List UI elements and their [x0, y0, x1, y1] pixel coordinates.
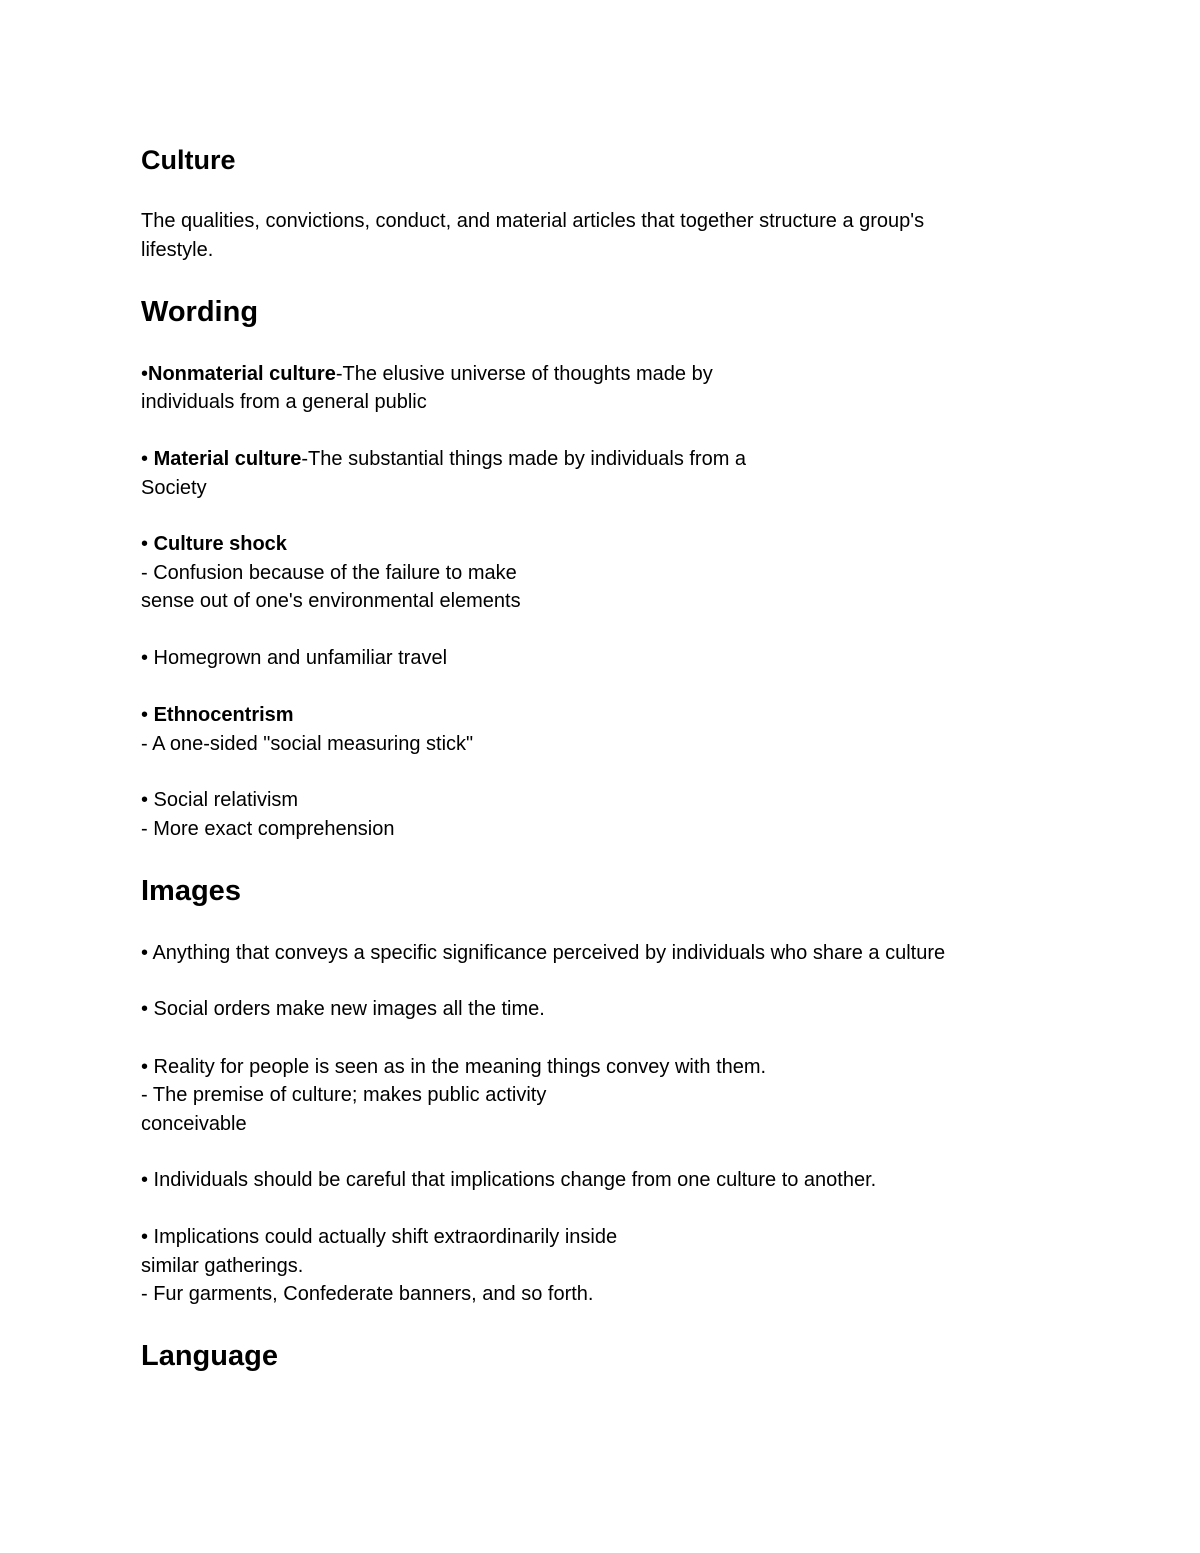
images-item-1: • Anything that conveys a specific significance perceived by individuals who share a culture — [141, 942, 946, 964]
social-relativism-item: • Social relativism — [141, 789, 299, 811]
culture-shock-item — [141, 530, 287, 558]
definition-text: -The elusive universe of thoughts made by — [335, 363, 713, 385]
term-ethnocentrism: Ethnocentrism — [153, 704, 294, 726]
heading-images: Images — [141, 875, 241, 907]
images-item-2: • Social orders make new images all the time. — [141, 998, 545, 1020]
heading-wording: Wording — [141, 296, 259, 328]
term-culture-shock: Culture shock — [153, 533, 287, 555]
culture-definition-line-1: The qualities, convictions, conduct, and material articles that together structure a group's — [141, 210, 925, 232]
material-culture-line-2: Society — [141, 477, 207, 499]
term-nonmaterial-culture: Nonmaterial culture — [148, 363, 336, 385]
images-item-4: • Individuals should be careful that implications change from one culture to another. — [141, 1169, 877, 1191]
definition-text: -The substantial things made by individuals from a — [301, 448, 747, 470]
images-item-3: • Reality for people is seen as in the meaning things convey with them. — [141, 1056, 767, 1078]
nonmaterial-culture-line-2: individuals from a general public — [141, 391, 427, 413]
heading-culture: Culture — [141, 145, 236, 175]
material-culture-item — [141, 445, 746, 473]
bullet: • — [141, 533, 154, 555]
bullet: • — [141, 363, 149, 385]
bullet: • — [141, 704, 154, 726]
culture-shock-line-2: - Confusion because of the failure to make — [141, 562, 517, 584]
images-item-3-line-2: - The premise of culture; makes public activity — [141, 1084, 547, 1106]
culture-shock-line-3: sense out of one's environmental elements — [141, 590, 521, 612]
culture-definition-line-2: lifestyle. — [141, 239, 214, 261]
ethnocentrism-item — [141, 701, 294, 729]
social-relativism-line-2: - More exact comprehension — [141, 818, 395, 840]
images-item-3-line-3: conceivable — [141, 1113, 247, 1135]
ethnocentrism-line-2: - A one-sided "social measuring stick" — [141, 733, 474, 755]
heading-language: Language — [141, 1340, 278, 1372]
images-item-5: • Implications could actually shift extraordinarily inside — [141, 1226, 618, 1248]
term-material-culture: Material culture — [153, 448, 302, 470]
bullet: • — [141, 448, 154, 470]
travel-item: • Homegrown and unfamiliar travel — [141, 647, 448, 669]
nonmaterial-culture-item — [141, 360, 713, 388]
images-item-5-line-2: similar gatherings. — [141, 1255, 304, 1277]
images-item-5-line-3: - Fur garments, Confederate banners, and so forth. — [141, 1283, 594, 1305]
